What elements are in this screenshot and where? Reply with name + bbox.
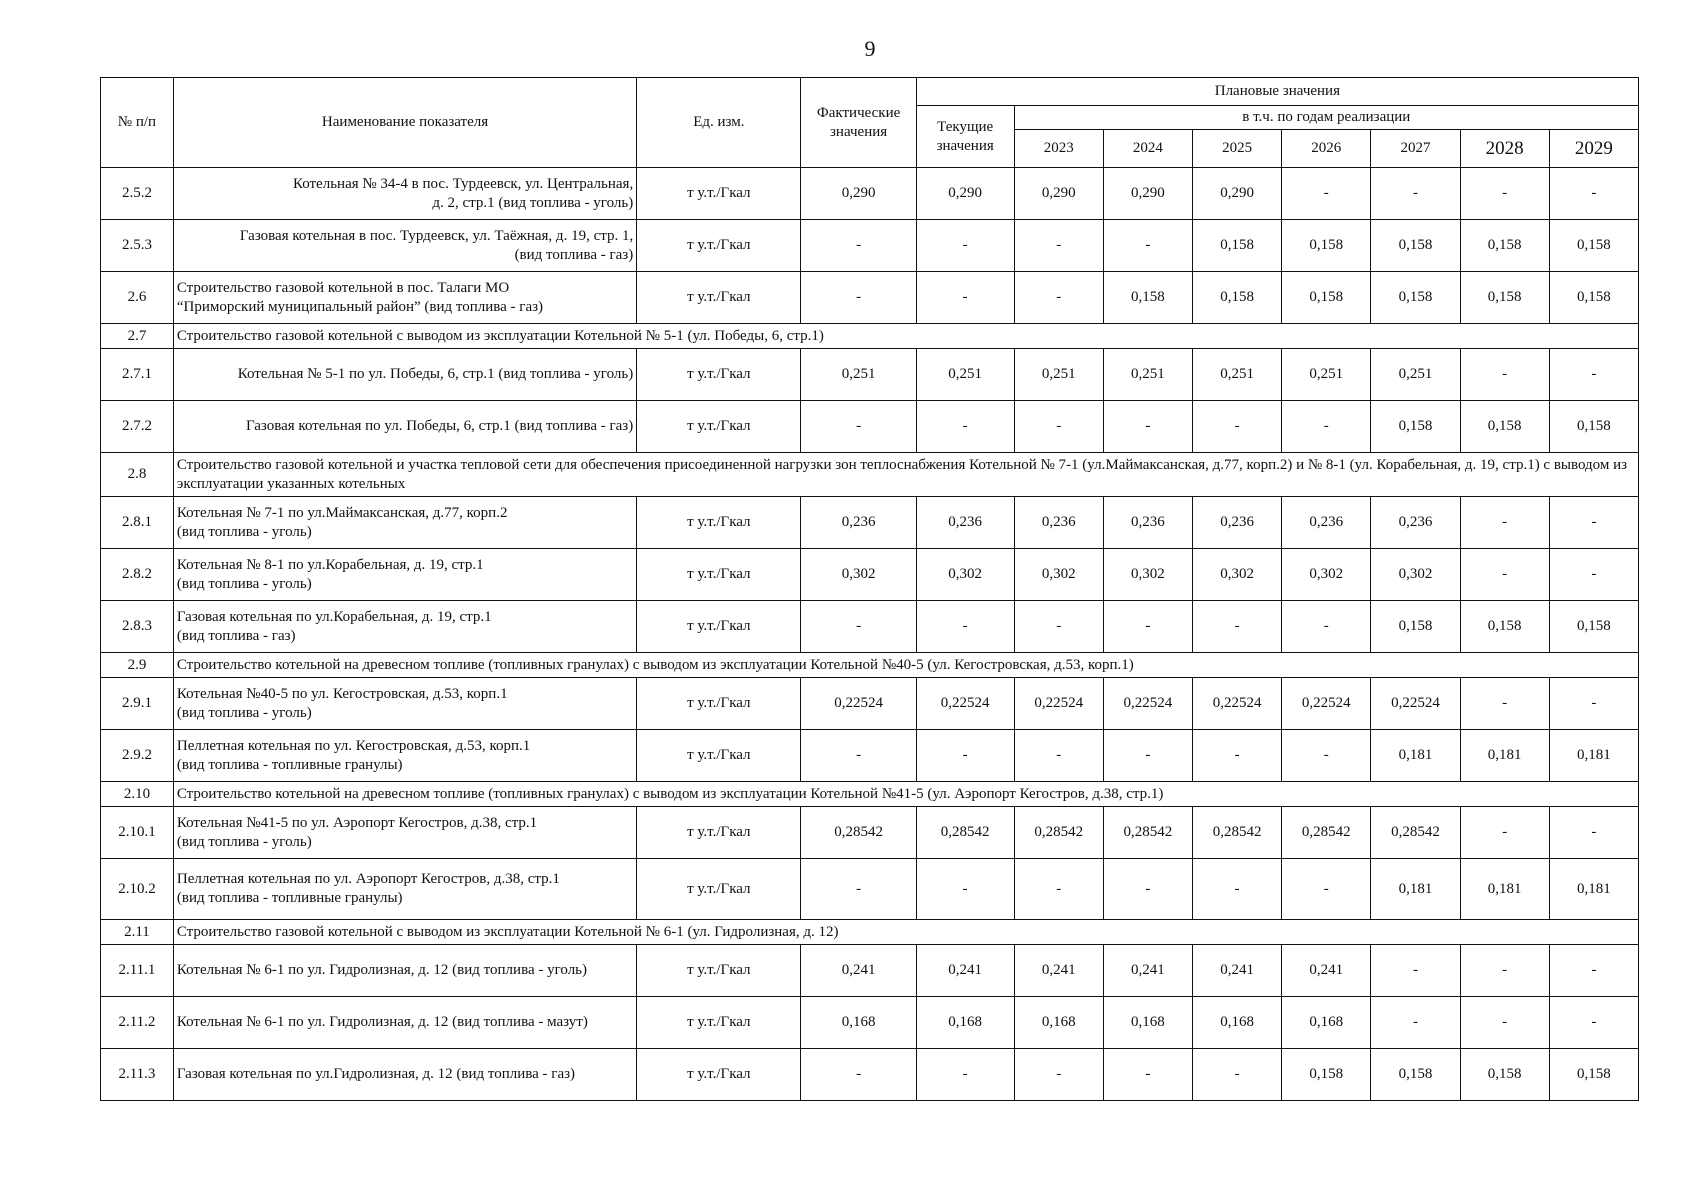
year-value: - <box>1549 168 1638 220</box>
indicator-name <box>173 549 636 601</box>
year-value: - <box>1460 168 1549 220</box>
year-value: 0,241 <box>1103 945 1192 997</box>
year-value: 0,181 <box>1549 859 1638 920</box>
unit-cell: т у.т./Гкал <box>637 730 801 782</box>
year-value: 0,158 <box>1282 220 1371 272</box>
header-year: 2028 <box>1460 130 1549 168</box>
year-value: 0,158 <box>1460 1049 1549 1101</box>
year-value: - <box>1549 678 1638 730</box>
table-row <box>101 859 1639 920</box>
actual-value: 0,236 <box>801 497 916 549</box>
unit-cell: т у.т./Гкал <box>637 497 801 549</box>
current-value: - <box>916 730 1014 782</box>
year-value: 0,158 <box>1460 272 1549 324</box>
year-value: 0,181 <box>1371 859 1460 920</box>
header-by-years: в т.ч. по годам реализации <box>1014 106 1638 130</box>
year-value: - <box>1103 730 1192 782</box>
row-number: 2.9 <box>101 653 174 678</box>
actual-value: 0,251 <box>801 349 916 401</box>
table-row <box>101 730 1639 782</box>
year-value: 0,22524 <box>1103 678 1192 730</box>
table-row <box>101 401 1639 453</box>
year-value: 0,28542 <box>1103 807 1192 859</box>
row-number: 2.10 <box>101 782 174 807</box>
year-value: 0,22524 <box>1014 678 1103 730</box>
year-value: - <box>1460 997 1549 1049</box>
year-value: 0,168 <box>1103 997 1192 1049</box>
indicator-name <box>173 168 636 220</box>
year-value: 0,302 <box>1371 549 1460 601</box>
indicator-name-line: Газовая котельная по ул. Победы, 6, стр.1 (вид топлива - газ) <box>245 418 634 435</box>
actual-value: 0,168 <box>801 997 916 1049</box>
year-value: 0,158 <box>1371 601 1460 653</box>
current-value: 0,236 <box>916 497 1014 549</box>
table-row <box>101 549 1639 601</box>
year-value: 0,181 <box>1460 859 1549 920</box>
indicator-name-line: Газовая котельная по ул.Корабельная, д. 19, стр.1 <box>176 608 492 625</box>
actual-value: 0,241 <box>801 945 916 997</box>
indicator-name <box>173 678 636 730</box>
year-value: - <box>1103 401 1192 453</box>
row-number: 2.8.2 <box>101 549 174 601</box>
year-value: 0,158 <box>1549 601 1638 653</box>
actual-value: 0,290 <box>801 168 916 220</box>
year-value: - <box>1371 945 1460 997</box>
table-row <box>101 272 1639 324</box>
year-value: 0,158 <box>1371 1049 1460 1101</box>
year-value: - <box>1460 807 1549 859</box>
current-value: - <box>916 220 1014 272</box>
unit-cell: т у.т./Гкал <box>637 997 801 1049</box>
current-value: - <box>916 272 1014 324</box>
indicator-name-line: Котельная № 7-1 по ул.Маймаксанская, д.77, корп.2 <box>176 504 508 521</box>
indicator-name-line: (вид топлива - топливные гранулы) <box>176 756 403 773</box>
year-value: - <box>1460 549 1549 601</box>
year-value: - <box>1460 945 1549 997</box>
year-value: - <box>1549 807 1638 859</box>
year-value: - <box>1193 401 1282 453</box>
year-value: 0,158 <box>1549 1049 1638 1101</box>
year-value: - <box>1282 168 1371 220</box>
year-value: - <box>1371 168 1460 220</box>
year-value: 0,236 <box>1282 497 1371 549</box>
year-value: 0,241 <box>1014 945 1103 997</box>
actual-value: - <box>801 272 916 324</box>
year-value: 0,22524 <box>1282 678 1371 730</box>
indicator-name-line: Котельная № 34-4 в пос. Турдеевск, ул. Центральная, <box>292 175 634 192</box>
row-number: 2.7.1 <box>101 349 174 401</box>
year-value: - <box>1282 401 1371 453</box>
indicator-name-line: Котельная №41-5 по ул. Аэропорт Кегостров, д.38, стр.1 <box>176 814 538 831</box>
actual-value: - <box>801 859 916 920</box>
unit-cell: т у.т./Гкал <box>637 678 801 730</box>
row-number: 2.9.2 <box>101 730 174 782</box>
year-value: 0,158 <box>1460 601 1549 653</box>
year-value: - <box>1549 997 1638 1049</box>
indicator-name <box>173 272 636 324</box>
table-row <box>101 601 1639 653</box>
year-value: - <box>1193 730 1282 782</box>
year-value: 0,158 <box>1193 272 1282 324</box>
year-value: 0,241 <box>1193 945 1282 997</box>
year-value: 0,158 <box>1193 220 1282 272</box>
actual-value: - <box>801 220 916 272</box>
year-value: 0,302 <box>1193 549 1282 601</box>
section-title: Строительство газовой котельной с выводом из эксплуатации Котельной № 6-1 (ул. Гидролизная, д. 12) <box>173 920 1638 945</box>
indicator-name <box>173 601 636 653</box>
row-number: 2.11.3 <box>101 1049 174 1101</box>
indicator-name-line: “Приморский муниципальный район” (вид топлива - газ) <box>176 298 544 315</box>
current-value: 0,241 <box>916 945 1014 997</box>
year-value: - <box>1460 497 1549 549</box>
section-row <box>101 453 1639 497</box>
current-value: 0,251 <box>916 349 1014 401</box>
year-value: 0,251 <box>1014 349 1103 401</box>
year-value: - <box>1549 349 1638 401</box>
indicator-name-line: Котельная № 8-1 по ул.Корабельная, д. 19, стр.1 <box>176 556 484 573</box>
table-row <box>101 168 1639 220</box>
year-value: 0,158 <box>1371 401 1460 453</box>
unit-cell: т у.т./Гкал <box>637 945 801 997</box>
actual-value: 0,302 <box>801 549 916 601</box>
year-value: 0,241 <box>1282 945 1371 997</box>
year-value: 0,28542 <box>1193 807 1282 859</box>
header-planned: Плановые значения <box>916 78 1638 106</box>
header-num: № п/п <box>101 78 174 168</box>
section-title: Строительство газовой котельной с выводом из эксплуатации Котельной № 5-1 (ул. Победы, 6, стр.1) <box>173 324 1638 349</box>
table-header <box>101 78 1639 168</box>
year-value: - <box>1193 859 1282 920</box>
year-value: - <box>1014 272 1103 324</box>
header-actual: Фактические значения <box>801 78 916 168</box>
indicator-name-line: Котельная № 6-1 по ул. Гидролизная, д. 12 (вид топлива - уголь) <box>176 962 588 979</box>
year-value: 0,302 <box>1103 549 1192 601</box>
table-row <box>101 1049 1639 1101</box>
indicator-name-line: д. 2, стр.1 (вид топлива - уголь) <box>432 194 634 211</box>
row-number: 2.6 <box>101 272 174 324</box>
unit-cell: т у.т./Гкал <box>637 220 801 272</box>
actual-value: - <box>801 601 916 653</box>
unit-cell: т у.т./Гкал <box>637 168 801 220</box>
section-row <box>101 920 1639 945</box>
section-title: Строительство котельной на древесном топливе (топливных гранулах) с выводом из эксплуатации Котельной №40-5 (ул. Кегостровская, д.53, корп.1) <box>173 653 1638 678</box>
year-value: 0,158 <box>1371 220 1460 272</box>
unit-cell: т у.т./Гкал <box>637 859 801 920</box>
row-number: 2.9.1 <box>101 678 174 730</box>
year-value: 0,168 <box>1282 997 1371 1049</box>
indicator-name <box>173 859 636 920</box>
year-value: 0,158 <box>1371 272 1460 324</box>
indicator-name-line: Котельная №40-5 по ул. Кегостровская, д.53, корп.1 <box>176 685 508 702</box>
current-value: 0,22524 <box>916 678 1014 730</box>
unit-cell: т у.т./Гкал <box>637 549 801 601</box>
unit-cell: т у.т./Гкал <box>637 807 801 859</box>
indicator-name-line: Газовая котельная в пос. Турдеевск, ул. Таёжная, д. 19, стр. 1, <box>239 227 634 244</box>
row-number: 2.7 <box>101 324 174 349</box>
year-value: 0,290 <box>1193 168 1282 220</box>
page-number: 9 <box>864 36 876 61</box>
indicator-name-line: (вид топлива - уголь) <box>176 575 312 592</box>
year-value: 0,181 <box>1460 730 1549 782</box>
indicator-name-line: Пеллетная котельная по ул. Аэропорт Кегостров, д.38, стр.1 <box>176 871 560 888</box>
year-value: 0,236 <box>1371 497 1460 549</box>
year-value: 0,158 <box>1282 1049 1371 1101</box>
indicator-name-line: Котельная № 5-1 по ул. Победы, 6, стр.1 (вид топлива - уголь) <box>237 366 634 383</box>
row-number: 2.8.1 <box>101 497 174 549</box>
row-number: 2.8 <box>101 453 174 497</box>
indicator-name-line: Котельная № 6-1 по ул. Гидролизная, д. 12 (вид топлива - мазут) <box>176 1014 588 1031</box>
year-value: 0,290 <box>1103 168 1192 220</box>
year-value: 0,251 <box>1371 349 1460 401</box>
year-value: 0,158 <box>1549 401 1638 453</box>
table-row <box>101 678 1639 730</box>
unit-cell: т у.т./Гкал <box>637 349 801 401</box>
year-value: 0,236 <box>1014 497 1103 549</box>
year-value: - <box>1460 678 1549 730</box>
section-row <box>101 324 1639 349</box>
unit-cell: т у.т./Гкал <box>637 272 801 324</box>
year-value: 0,168 <box>1014 997 1103 1049</box>
header-name: Наименование показателя <box>173 78 636 168</box>
table-body <box>101 168 1639 1101</box>
year-value: 0,251 <box>1103 349 1192 401</box>
indicator-name-line: (вид топлива - уголь) <box>176 704 312 721</box>
header-year: 2025 <box>1193 130 1282 168</box>
indicator-name-line: (вид топлива - газ) <box>176 627 296 644</box>
indicator-name-line: (вид топлива - уголь) <box>176 523 312 540</box>
current-value: 0,168 <box>916 997 1014 1049</box>
indicator-name <box>173 401 636 453</box>
current-value: 0,290 <box>916 168 1014 220</box>
actual-value: - <box>801 401 916 453</box>
indicator-name <box>173 730 636 782</box>
year-value: - <box>1014 601 1103 653</box>
year-value: 0,158 <box>1282 272 1371 324</box>
year-value: 0,181 <box>1371 730 1460 782</box>
table-row <box>101 997 1639 1049</box>
indicator-name <box>173 349 636 401</box>
year-value: 0,22524 <box>1193 678 1282 730</box>
year-value: - <box>1282 601 1371 653</box>
unit-cell: т у.т./Гкал <box>637 401 801 453</box>
year-value: - <box>1460 349 1549 401</box>
actual-value: - <box>801 730 916 782</box>
year-value: - <box>1193 601 1282 653</box>
indicator-name <box>173 945 636 997</box>
actual-value: 0,28542 <box>801 807 916 859</box>
year-value: - <box>1549 497 1638 549</box>
year-value: 0,181 <box>1549 730 1638 782</box>
year-value: 0,168 <box>1193 997 1282 1049</box>
year-value: 0,251 <box>1193 349 1282 401</box>
year-value: 0,290 <box>1014 168 1103 220</box>
year-value: 0,302 <box>1282 549 1371 601</box>
row-number: 2.11.1 <box>101 945 174 997</box>
table-row <box>101 807 1639 859</box>
header-unit: Ед. изм. <box>637 78 801 168</box>
table-row <box>101 220 1639 272</box>
table-row <box>101 945 1639 997</box>
section-title: Строительство газовой котельной и участка тепловой сети для обеспечения присоединенной нагрузки зон теплоснабжения Котельной № 7-1 (ул.Маймаксанская, д.77, корп.2) и № 8-1 (ул. Корабельная, д. 19, стр.1) с выводом из эксплуатации указанных котельных <box>173 453 1638 497</box>
year-value: - <box>1549 945 1638 997</box>
year-value: - <box>1103 1049 1192 1101</box>
indicator-name <box>173 1049 636 1101</box>
year-value: 0,236 <box>1103 497 1192 549</box>
year-value: - <box>1103 220 1192 272</box>
indicator-name <box>173 997 636 1049</box>
indicator-name <box>173 807 636 859</box>
indicator-name-line: Пеллетная котельная по ул. Кегостровская, д.53, корп.1 <box>176 737 531 754</box>
current-value: 0,302 <box>916 549 1014 601</box>
indicator-name <box>173 497 636 549</box>
header-current: Текущие значения <box>916 106 1014 168</box>
indicator-name <box>173 220 636 272</box>
year-value: - <box>1103 601 1192 653</box>
year-value: 0,251 <box>1282 349 1371 401</box>
year-value: - <box>1103 859 1192 920</box>
year-value: - <box>1549 549 1638 601</box>
current-value: - <box>916 859 1014 920</box>
row-number: 2.10.2 <box>101 859 174 920</box>
year-value: 0,158 <box>1549 272 1638 324</box>
year-value: - <box>1282 859 1371 920</box>
row-number: 2.5.2 <box>101 168 174 220</box>
indicator-name-line: Газовая котельная по ул.Гидролизная, д. 12 (вид топлива - газ) <box>176 1066 576 1083</box>
year-value: 0,158 <box>1460 401 1549 453</box>
year-value: - <box>1014 1049 1103 1101</box>
header-year: 2026 <box>1282 130 1371 168</box>
year-value: 0,158 <box>1460 220 1549 272</box>
unit-cell: т у.т./Гкал <box>637 601 801 653</box>
row-number: 2.7.2 <box>101 401 174 453</box>
row-number: 2.5.3 <box>101 220 174 272</box>
year-value: - <box>1282 730 1371 782</box>
year-value: 0,28542 <box>1014 807 1103 859</box>
indicator-name-line: (вид топлива - уголь) <box>176 833 312 850</box>
actual-value: 0,22524 <box>801 678 916 730</box>
indicator-name-line: (вид топлива - газ) <box>514 246 634 263</box>
table-row <box>101 349 1639 401</box>
current-value: - <box>916 401 1014 453</box>
year-value: 0,28542 <box>1282 807 1371 859</box>
section-row <box>101 653 1639 678</box>
year-value: 0,158 <box>1549 220 1638 272</box>
indicator-name-line: Строительство газовой котельной в пос. Талаги МО <box>176 279 510 296</box>
header-year: 2027 <box>1371 130 1460 168</box>
year-value: 0,22524 <box>1371 678 1460 730</box>
header-year: 2024 <box>1103 130 1192 168</box>
year-value: 0,158 <box>1103 272 1192 324</box>
header-year: 2029 <box>1549 130 1638 168</box>
indicator-name-line: (вид топлива - топливные гранулы) <box>176 890 403 906</box>
header-year: 2023 <box>1014 130 1103 168</box>
year-value: 0,302 <box>1014 549 1103 601</box>
row-number: 2.8.3 <box>101 601 174 653</box>
year-value: - <box>1014 730 1103 782</box>
unit-cell: т у.т./Гкал <box>637 1049 801 1101</box>
indicators-table <box>100 77 1639 1101</box>
table-row <box>101 497 1639 549</box>
year-value: - <box>1193 1049 1282 1101</box>
year-value: - <box>1371 997 1460 1049</box>
section-title: Строительство котельной на древесном топливе (топливных гранулах) с выводом из эксплуатации Котельной №41-5 (ул. Аэропорт Кегостров, д.38, стр.1) <box>173 782 1638 807</box>
year-value: 0,236 <box>1193 497 1282 549</box>
actual-value: - <box>801 1049 916 1101</box>
row-number: 2.11.2 <box>101 997 174 1049</box>
year-value: - <box>1014 859 1103 920</box>
row-number: 2.11 <box>101 920 174 945</box>
current-value: - <box>916 1049 1014 1101</box>
year-value: - <box>1014 220 1103 272</box>
current-value: - <box>916 601 1014 653</box>
year-value: 0,28542 <box>1371 807 1460 859</box>
current-value: 0,28542 <box>916 807 1014 859</box>
year-value: - <box>1014 401 1103 453</box>
section-row <box>101 782 1639 807</box>
row-number: 2.10.1 <box>101 807 174 859</box>
